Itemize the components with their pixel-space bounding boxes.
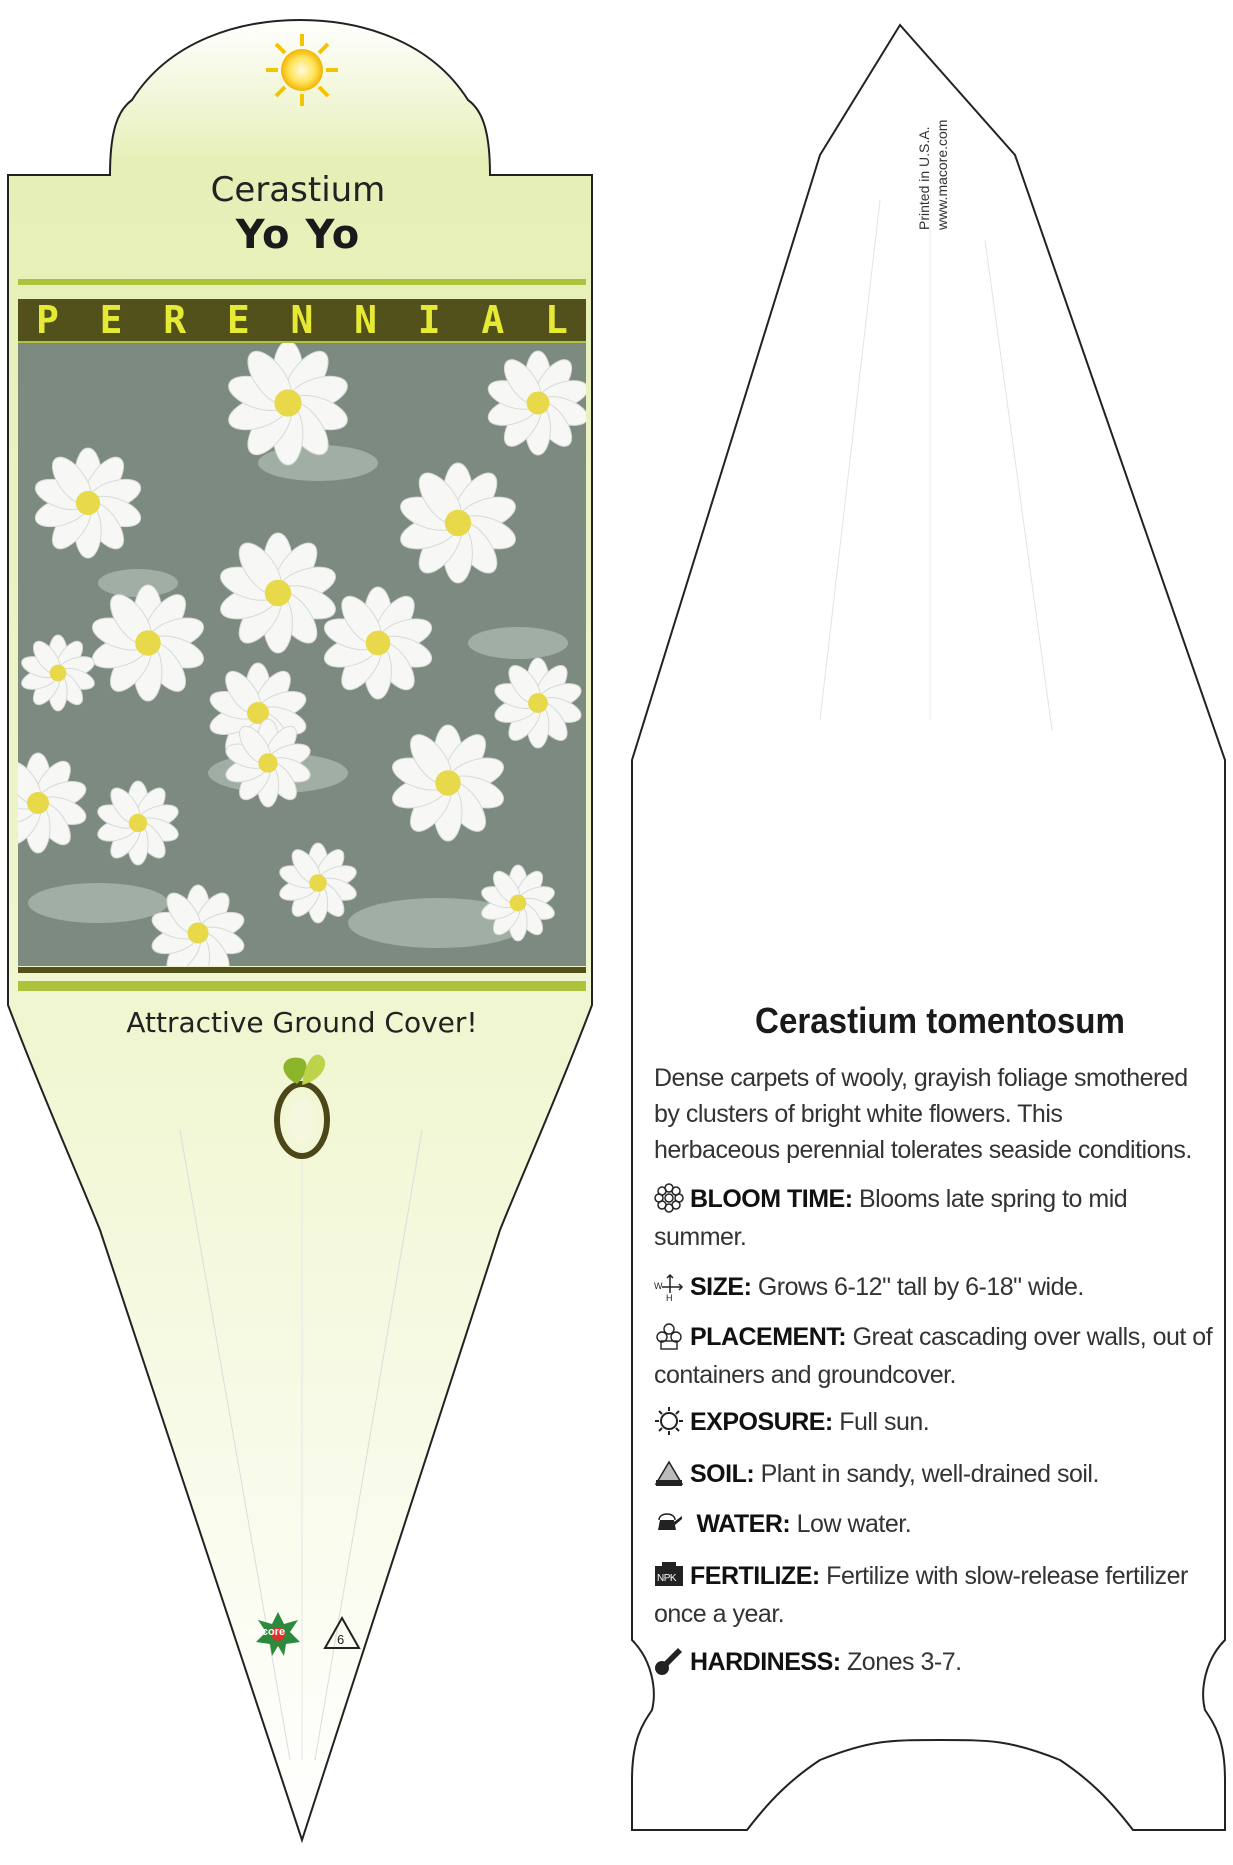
attribute-water	[654, 1505, 1214, 1543]
svg-text:H: H	[666, 1293, 672, 1301]
category-letter: E	[99, 298, 123, 342]
category-letter: A	[481, 298, 505, 342]
category-letter: I	[417, 298, 441, 342]
attribute-text: Blooms late spring to mid summer.	[654, 1185, 1128, 1251]
description: Dense carpets of wooly, grayish foliage smothered by clusters of bright white flowers. This herbaceous perennial tolerates seaside conditions.	[654, 1064, 1192, 1164]
printed-in: Printed in U.S.A.	[916, 126, 932, 230]
category-letter: E	[226, 298, 250, 342]
sun-icon	[654, 1406, 684, 1436]
category-letter: L	[545, 298, 568, 342]
attribute-label: SIZE:	[690, 1273, 752, 1301]
npk-icon	[654, 1560, 684, 1590]
attribute-soil	[654, 1455, 1214, 1493]
attribute-size	[654, 1268, 1214, 1306]
attribute-fertilize	[654, 1557, 1214, 1633]
water-icon	[654, 1508, 684, 1538]
category-letter: N	[354, 298, 378, 342]
size-icon	[654, 1271, 684, 1301]
attribute-text: Low water.	[796, 1510, 912, 1538]
attribute-label: PLACEMENT:	[690, 1323, 847, 1351]
plant-genus: Cerastium	[210, 170, 386, 210]
soil-icon	[654, 1458, 684, 1488]
species-title: Cerastium tomentosum	[755, 1000, 1125, 1041]
attribute-label: EXPOSURE:	[690, 1408, 833, 1436]
svg-text:NPK: NPK	[657, 1573, 677, 1584]
attribute-label: WATER:	[696, 1510, 791, 1538]
printed-note	[915, 50, 975, 230]
thermometer-icon	[654, 1646, 684, 1676]
website: www.macore.com	[934, 119, 950, 230]
attribute-placement	[654, 1318, 1214, 1394]
plant-photo	[18, 343, 586, 966]
brand-name: macore	[246, 1626, 286, 1638]
attribute-text: Full sun.	[839, 1408, 930, 1436]
attribute-text: Zones 3-7.	[847, 1648, 962, 1676]
attribute-exposure	[654, 1403, 1214, 1441]
attribute-label: HARDINESS:	[690, 1648, 841, 1676]
attribute-label: BLOOM TIME:	[690, 1185, 853, 1213]
recycle-code: 6	[337, 1632, 345, 1647]
attribute-bloom	[654, 1180, 1214, 1256]
svg-text:W: W	[654, 1281, 662, 1291]
category-letter: P	[36, 298, 59, 342]
sun-icon	[266, 34, 338, 106]
flower-icon	[654, 1183, 684, 1213]
attribute-text: Plant in sandy, well-drained soil.	[760, 1460, 1099, 1488]
attribute-text: Fertilize with slow-release fertilizer once a year.	[654, 1562, 1188, 1628]
category-band	[18, 299, 586, 341]
tagline: Attractive Ground Cover!	[126, 1006, 478, 1039]
attribute-label: FERTILIZE:	[690, 1562, 820, 1590]
category-letter: N	[290, 298, 314, 342]
attribute-hardiness	[654, 1643, 1214, 1681]
attribute-text: Grows 6-12" tall by 6-18" wide.	[757, 1273, 1084, 1301]
category-letter: R	[163, 298, 187, 342]
attribute-text: Great cascading over walls, out of containers and groundcover.	[654, 1323, 1213, 1389]
attribute-label: SOIL:	[690, 1460, 755, 1488]
plant-cultivar: Yo Yo	[235, 212, 361, 258]
placement-icon	[654, 1321, 684, 1351]
